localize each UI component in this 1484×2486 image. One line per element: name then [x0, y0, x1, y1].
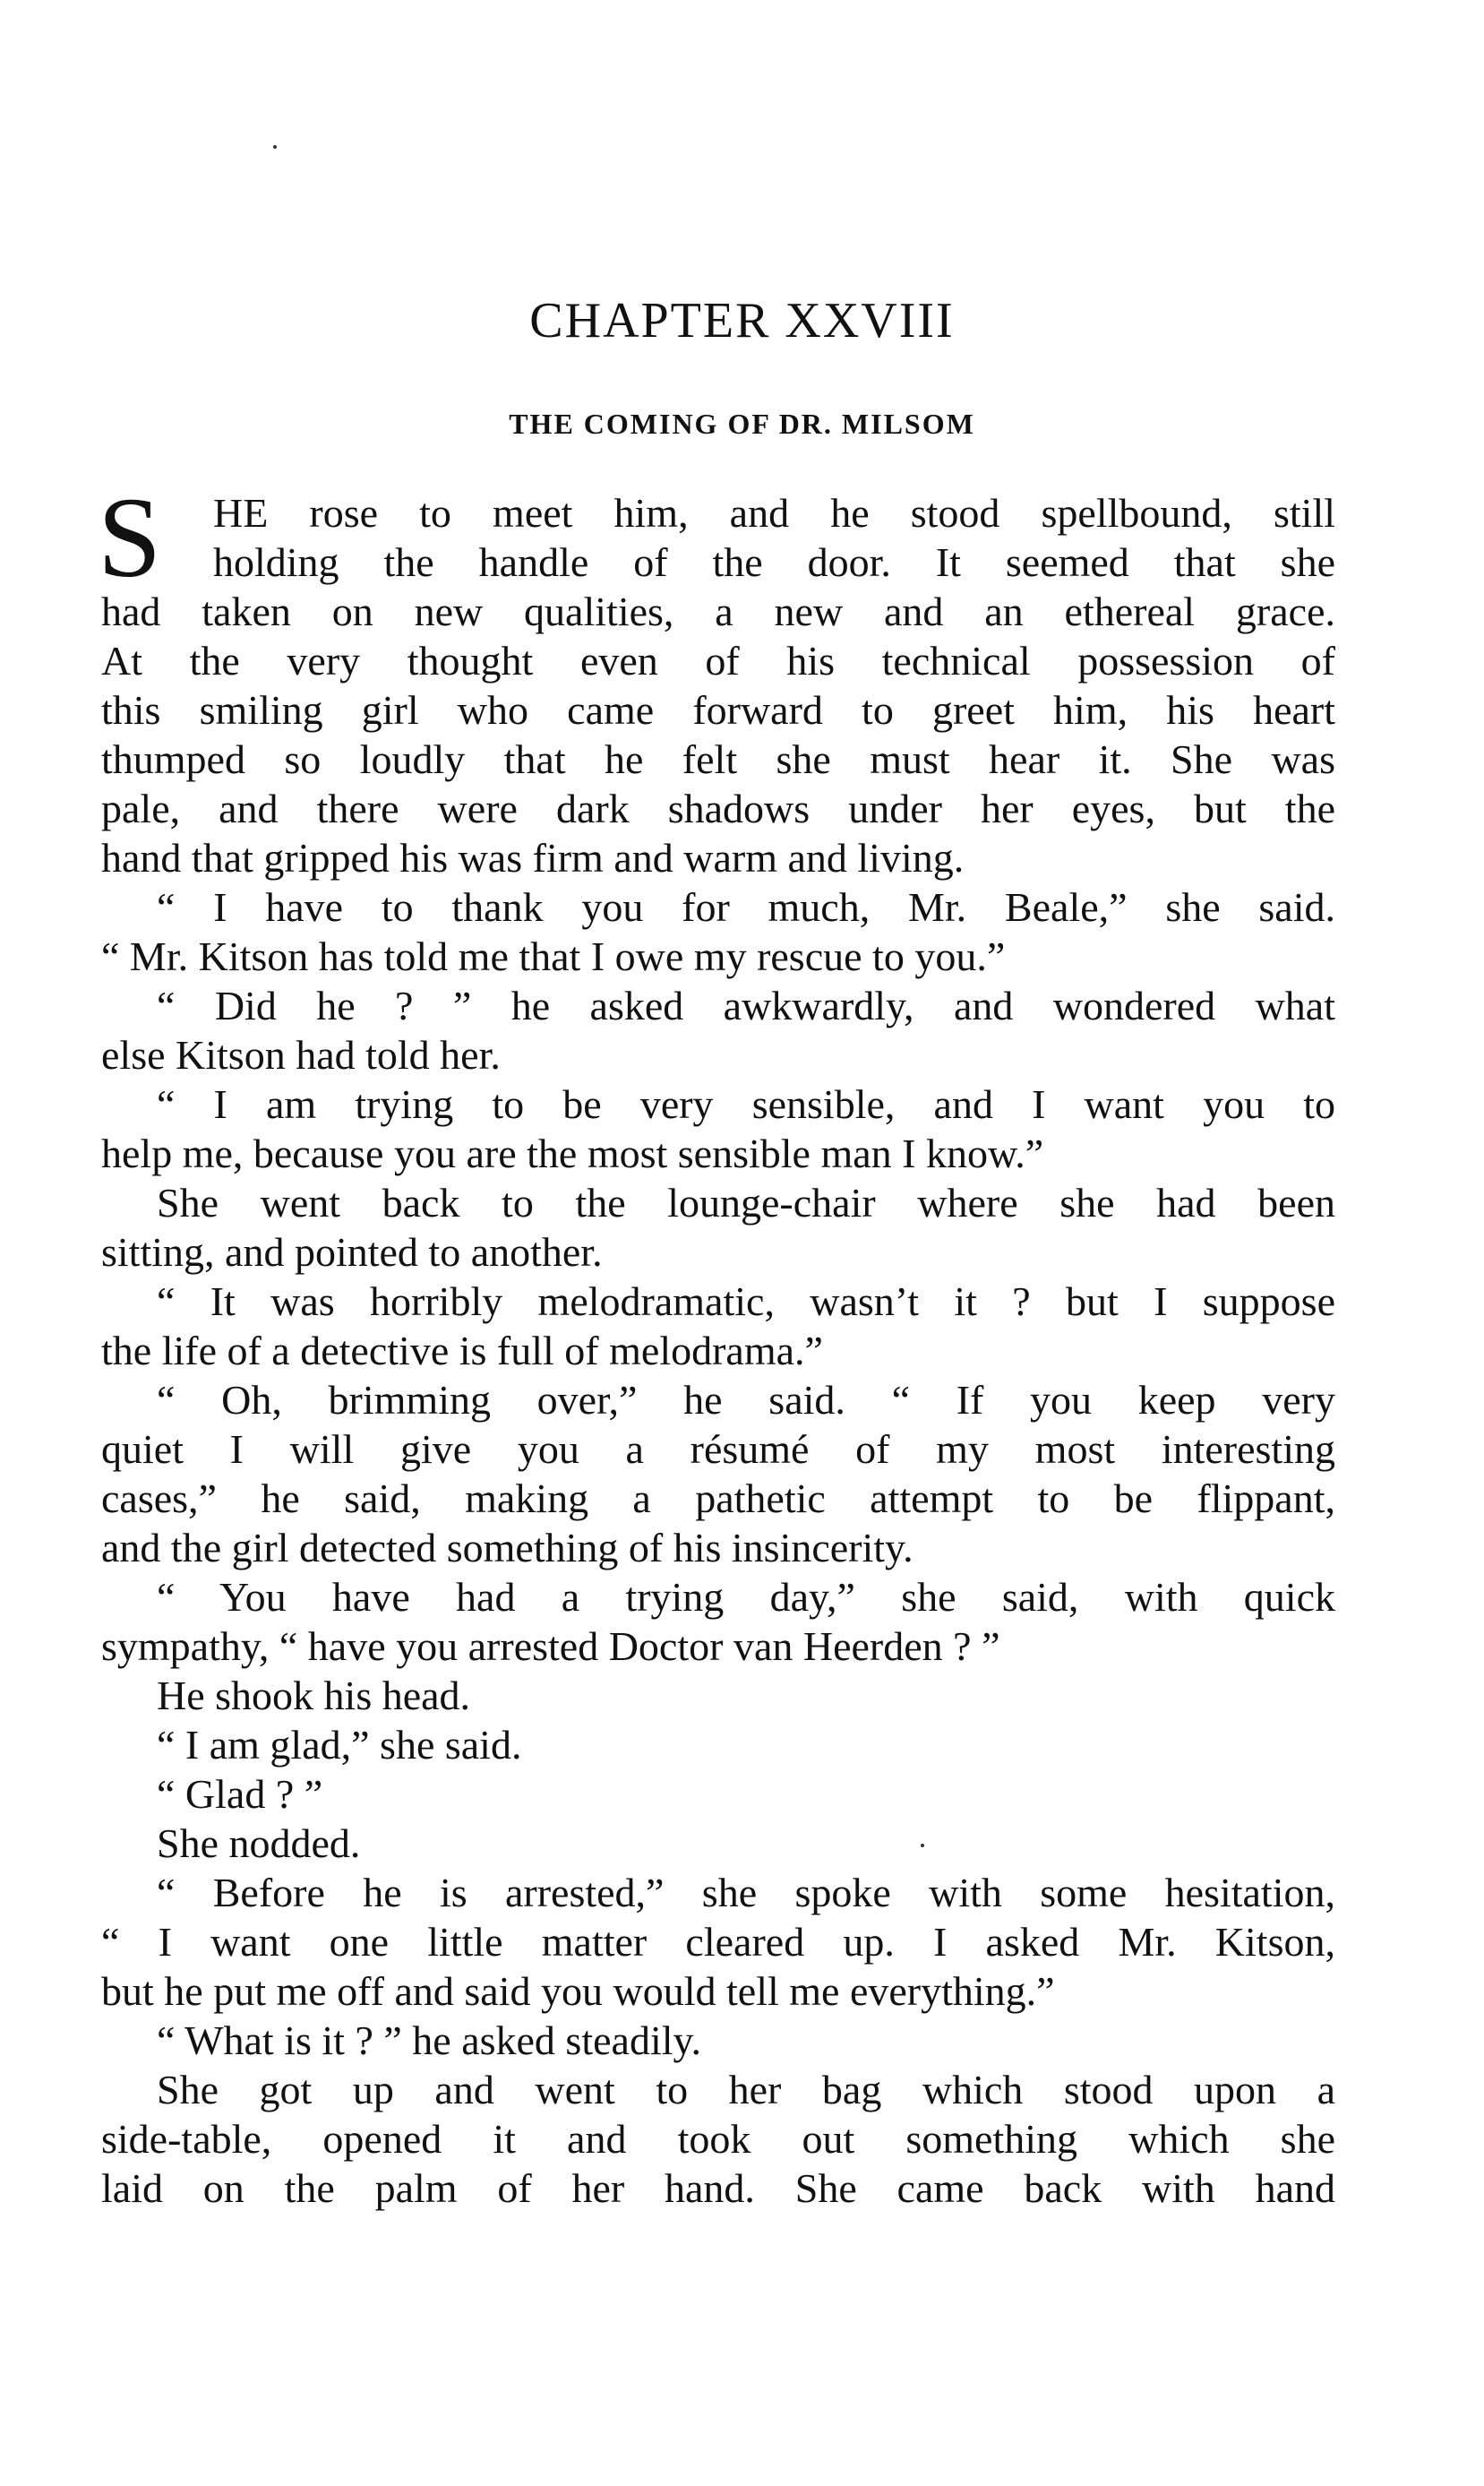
text-line: this smiling girl who came forward to greet him, his heart — [101, 687, 1335, 733]
drop-cap: S — [98, 474, 162, 601]
chapter-body — [98, 474, 1335, 2213]
text-line: “ I have to thank you for much, Mr. Beale,” she said. — [157, 884, 1335, 930]
text-line: pale, and there were dark shadows under her eyes, but the — [101, 786, 1335, 831]
text-line: thumped so loudly that he felt she must hear it. She was — [101, 736, 1335, 782]
text-line: the life of a detective is full of melodrama.” — [101, 1328, 823, 1373]
text-line: He shook his head. — [157, 1673, 471, 1718]
text-line: cases,” he said, making a pathetic attempt to be flippant, — [101, 1475, 1335, 1521]
text-line: sympathy, “ have you arrested Doctor van Heerden ? ” — [101, 1623, 1000, 1669]
paper-speck — [273, 145, 277, 149]
text-line: “ Mr. Kitson has told me that I owe my rescue to you.” — [101, 933, 1006, 979]
text-line: side-table, opened it and took out something which she — [101, 2116, 1335, 2162]
chapter-title: CHAPTER XXVIII — [529, 293, 955, 348]
text-line: At the very thought even of his technical possession of — [101, 638, 1335, 684]
text-line: “ It was horribly melodramatic, wasn’t it ? but I suppose — [157, 1278, 1335, 1324]
text-line: laid on the palm of her hand. She came back with hand — [101, 2165, 1335, 2211]
text-line: “ I am trying to be very sensible, and I want you to — [157, 1081, 1335, 1127]
text-line: had taken on new qualities, a new and an ethereal grace. — [101, 589, 1335, 634]
text-line: else Kitson had told her. — [101, 1032, 501, 1078]
text-line: “ Before he is arrested,” she spoke with some hesitation, — [157, 1870, 1335, 1915]
text-line: holding the handle of the door. It seemed that she — [213, 539, 1335, 585]
text-line: “ I want one little matter cleared up. I asked Mr. Kitson, — [101, 1919, 1335, 1965]
chapter-subtitle: THE COMING OF DR. MILSOM — [509, 408, 975, 440]
text-line: but he put me off and said you would tell me everything.” — [101, 1968, 1055, 2014]
text-line: “ Glad ? ” — [157, 1771, 323, 1817]
text-line: “ What is it ? ” he asked steadily. — [157, 2017, 702, 2063]
text-line: “ Oh, brimming over,” he said. “ If you keep very — [157, 1377, 1335, 1423]
text-line: She got up and went to her bag which stood upon a — [157, 2067, 1335, 2112]
text-line-content: HE rose to meet him, and he stood spellbound, still — [213, 490, 1335, 536]
text-line: She nodded. — [157, 1820, 361, 1866]
text-line: quiet I will give you a résumé of my most interesting — [101, 1426, 1335, 1472]
text-line: hand that gripped his was firm and warm and living. — [101, 835, 965, 881]
text-line: She went back to the lounge-chair where she had been — [157, 1180, 1335, 1226]
text-line: “ You have had a trying day,” she said, with quick — [157, 1574, 1335, 1620]
text-lines — [98, 474, 1335, 2213]
text-line: and the girl detected something of his insincerity. — [101, 1525, 914, 1570]
text-line: “ I am glad,” she said. — [157, 1722, 522, 1768]
text-line: “ Did he ? ” he asked awkwardly, and wondered what — [157, 983, 1335, 1028]
text-line: sitting, and pointed to another. — [101, 1229, 603, 1275]
text-line: help me, because you are the most sensible man I know.” — [101, 1131, 1044, 1176]
